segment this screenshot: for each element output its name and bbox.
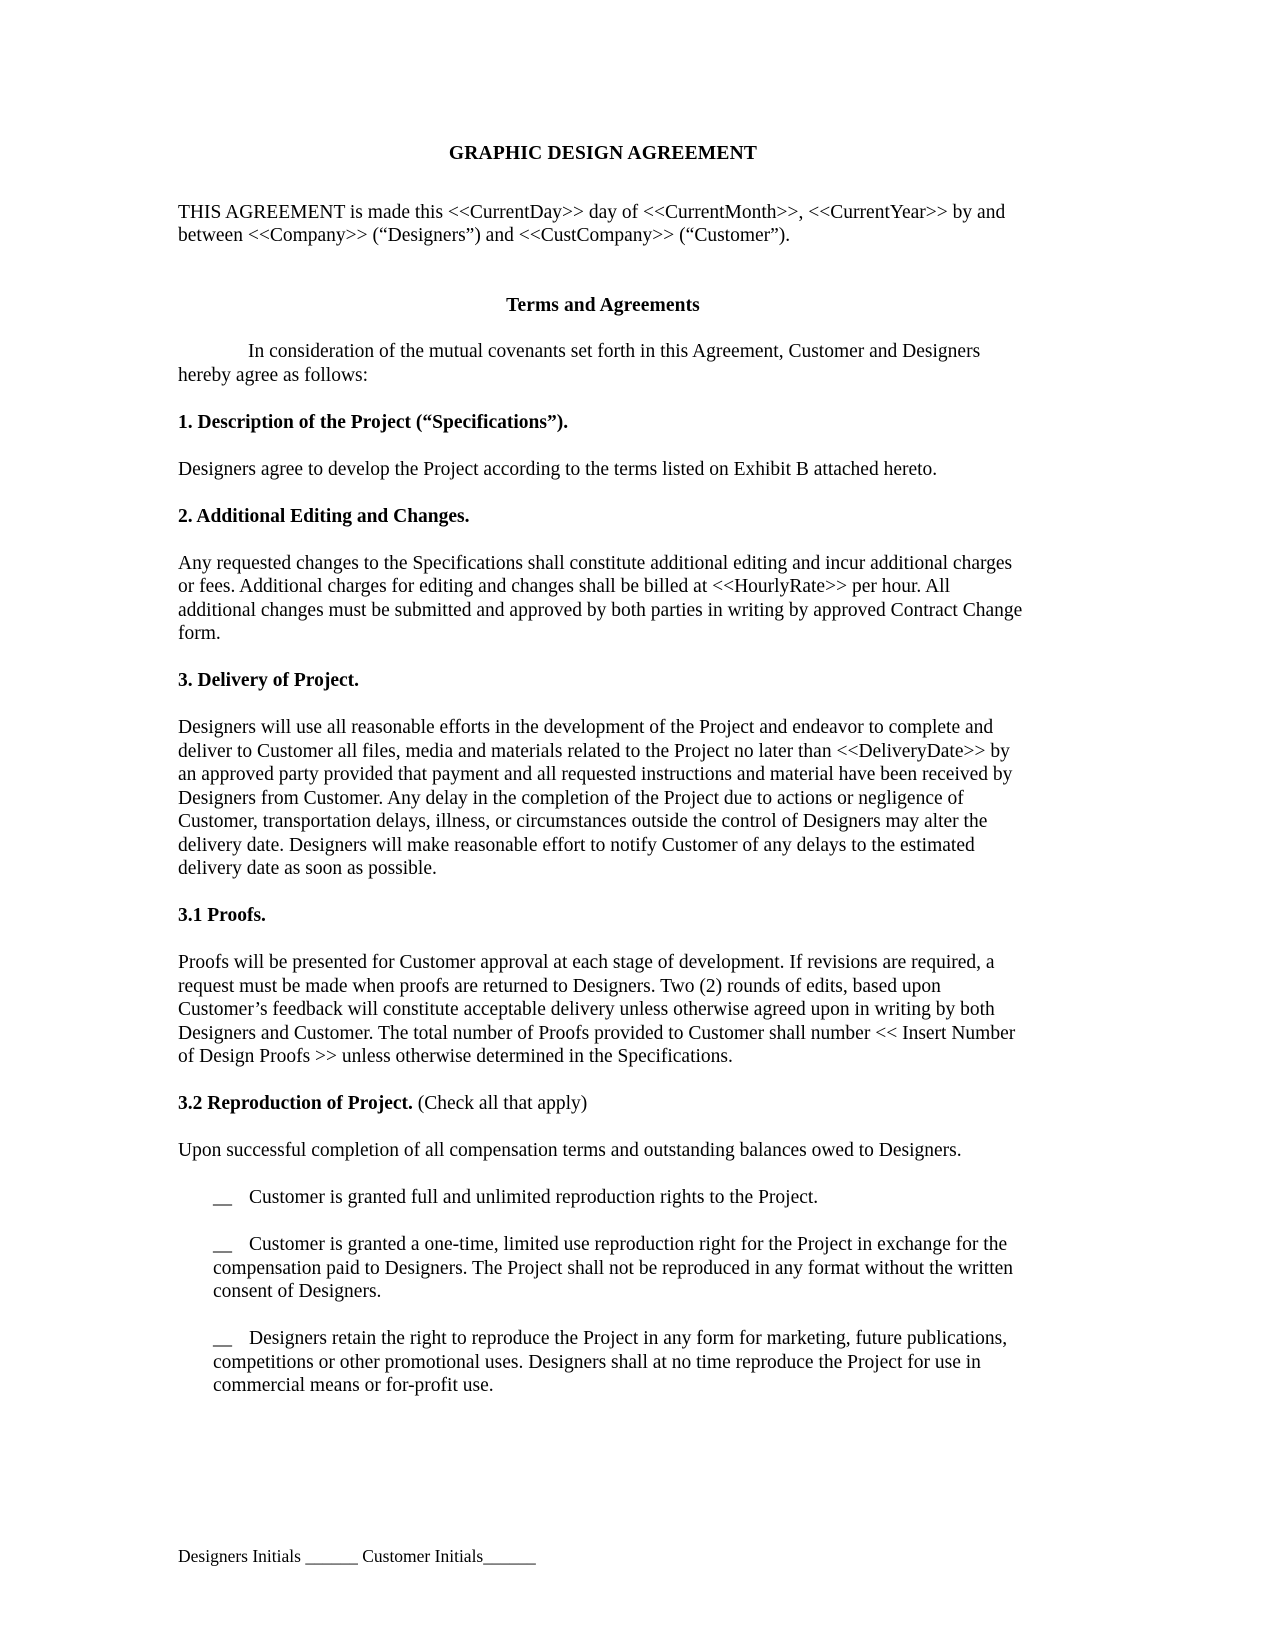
spacer bbox=[178, 1210, 1028, 1234]
section-3-body: Designers will use all reasonable efforts in the development of the Project and endeavor to complete and deliver to Customer all files, media and materials related to the Project no later than <<DeliveryDate>> by an approved party provided that payment and all requested instructions and material have been received by Designers from Customer. Any delay in the completion of the Project due to actions or negligence of Customer, transportation delays, illness, or circumstances outside the control of Designers may alter the delivery date. Designers will make reasonable effort to notify Customer of any delays to the estimated delivery date as soon as possible. bbox=[178, 717, 1013, 879]
spacer bbox=[178, 1116, 1028, 1140]
initials-footer: Designers Initials ______ Customer Initials______ bbox=[178, 1546, 536, 1566]
reproduction-option-1[interactable] bbox=[213, 1186, 1028, 1210]
reproduction-option-3-label: Designers retain the right to reproduce the Project in any form for marketing, future publications, competitions or other promotional uses. Designers shall at no time reproduce the Project for use in commercial means or for-profit use. bbox=[213, 1328, 1008, 1396]
spacer bbox=[178, 434, 1028, 458]
spacer bbox=[178, 189, 1028, 201]
spacer bbox=[178, 165, 1028, 189]
spacer bbox=[178, 1163, 1028, 1187]
reproduction-option-3[interactable] bbox=[213, 1327, 1028, 1398]
checkbox-blank-icon[interactable]: __ bbox=[213, 1234, 232, 1255]
spacer bbox=[178, 693, 1028, 717]
section-3-heading: 3. Delivery of Project. bbox=[178, 670, 360, 691]
spacer bbox=[178, 528, 1028, 552]
consideration-paragraph: In consideration of the mutual covenants set forth in this Agreement, Customer and Designers hereby agree as follows: bbox=[178, 341, 981, 386]
checkbox-blank-icon[interactable]: __ bbox=[213, 1328, 232, 1349]
reproduction-option-2-label: Customer is granted a one-time, limited use reproduction right for the Project in exchange for the compensation paid to Designers. The Project shall not be reproduced in any format without the written consent of Designers. bbox=[213, 1234, 1014, 1302]
spacer bbox=[178, 1069, 1028, 1093]
section-2-heading: 2. Additional Editing and Changes. bbox=[178, 505, 470, 527]
terms-and-agreements-heading: Terms and Agreements bbox=[506, 294, 700, 316]
spacer bbox=[178, 881, 1028, 905]
spacer bbox=[178, 317, 1028, 341]
section-3-2-heading-note: (Check all that apply) bbox=[412, 1093, 588, 1114]
section-3-1-body: Proofs will be presented for Customer approval at each stage of development. If revisions are required, a request must be made when proofs are returned to Designers. Two (2) rounds of edits, based upon Customer’s feedback will constitute acceptable delivery unless otherwise agreed upon in writing by both Designers and Customer. The total number of Proofs provided to Customer shall number << Insert Number of Design Proofs >> unless otherwise determined in the Specifications. bbox=[178, 952, 1016, 1067]
spacer bbox=[178, 1304, 1028, 1328]
section-3-2-heading bbox=[178, 1092, 1028, 1116]
reproduction-option-2[interactable] bbox=[213, 1233, 1028, 1304]
spacer bbox=[178, 928, 1028, 952]
spacer bbox=[178, 481, 1028, 505]
section-1-heading: 1. Description of the Project (“Specifications”). bbox=[178, 411, 569, 433]
reproduction-option-1-label: Customer is granted full and unlimited reproduction rights to the Project. bbox=[249, 1187, 819, 1208]
section-3-2-intro: Upon successful completion of all compensation terms and outstanding balances owed to Designers. bbox=[178, 1140, 962, 1161]
document-body bbox=[178, 0, 1028, 1398]
section-3-2-heading-bold: 3.2 Reproduction of Project. bbox=[178, 1093, 413, 1114]
section-1-body: Designers agree to develop the Project according to the terms listed on Exhibit B attached hereto. bbox=[178, 458, 938, 480]
preamble-paragraph: THIS AGREEMENT is made this <<CurrentDay>> day of <<CurrentMonth>>, <<CurrentYear>> by and between <<Company>> (“Designers”) and <<CustCompany>> (“Customer”). bbox=[178, 201, 1006, 246]
spacer bbox=[178, 248, 1028, 272]
spacer bbox=[178, 271, 1028, 295]
section-2-body: Any requested changes to the Specifications shall constitute additional editing and incur additional charges or fees. Additional charges for editing and changes shall be billed at <<HourlyRate>> per hour. All additional changes must be submitted and approved by both parties in writing by approved Contract Change form. bbox=[178, 552, 1023, 644]
page-title: GRAPHIC DESIGN AGREEMENT bbox=[448, 143, 758, 164]
checkbox-blank-icon[interactable]: __ bbox=[213, 1187, 232, 1208]
spacer bbox=[178, 646, 1028, 670]
spacer bbox=[178, 387, 1028, 411]
section-3-1-heading: 3.1 Proofs. bbox=[178, 905, 266, 926]
